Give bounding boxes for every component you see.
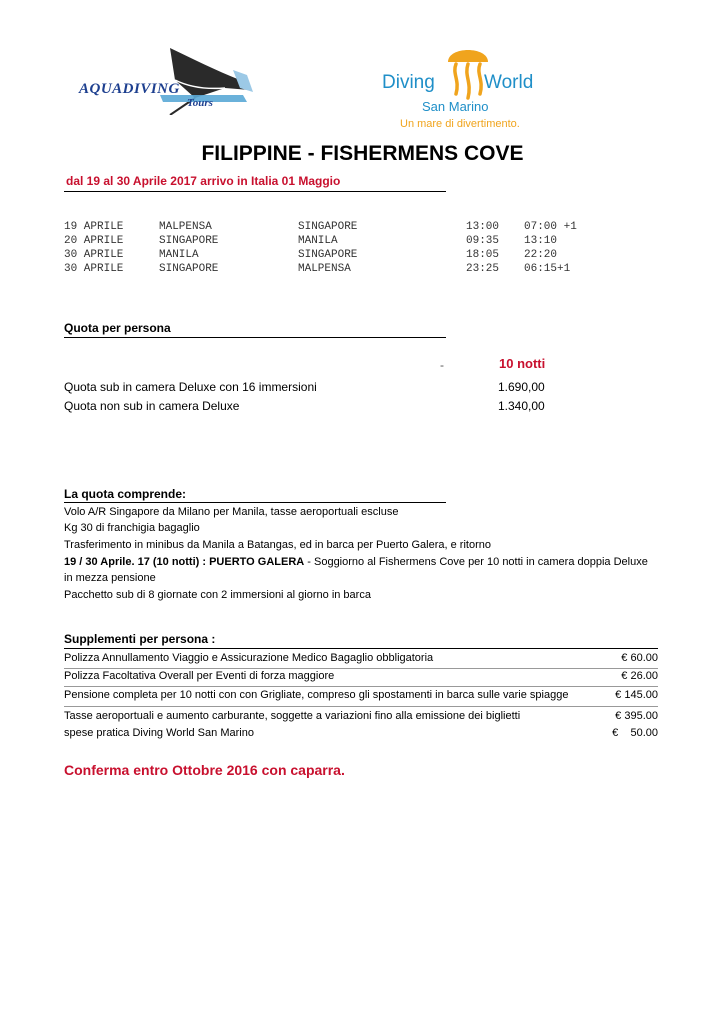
quota-dash: - xyxy=(440,358,444,372)
quota-row-label: Quota sub in camera Deluxe con 16 immersioni xyxy=(64,380,317,394)
supplemento-label: Tasse aeroportuali e aumento carburante, soggette a variazioni fino alla emissione dei biglietti xyxy=(64,710,521,722)
flight-date: 30 APRILE xyxy=(64,249,124,261)
san-marino-wordmark: San Marino xyxy=(422,99,489,114)
flight-to: SINGAPORE xyxy=(298,221,358,233)
flight-from: SINGAPORE xyxy=(159,235,219,247)
comprende-line: Kg 30 di franchigia bagaglio xyxy=(64,522,200,534)
supplementi-underline xyxy=(64,648,658,649)
flight-from: MALPENSA xyxy=(159,221,212,233)
quota-row-price: 1.340,00 xyxy=(498,399,545,413)
diving-world-logo xyxy=(380,40,555,135)
supplemento-divider xyxy=(64,686,658,687)
flight-row xyxy=(64,235,558,249)
flight-to: MALPENSA xyxy=(298,263,351,275)
supplemento-price: € 395.00 xyxy=(615,710,658,722)
page-title: FILIPPINE - FISHERMENS COVE xyxy=(201,142,524,165)
quota-row-price: 1.690,00 xyxy=(498,380,545,394)
comprende-line xyxy=(64,556,648,568)
flight-to: MANILA xyxy=(298,235,338,247)
supplemento-label: Polizza Annullamento Viaggio e Assicurazione Medico Bagaglio obbligatoria xyxy=(64,652,434,664)
supplemento-label: Polizza Facoltativa Overall per Eventi di forza maggiore xyxy=(64,670,335,682)
flight-to: SINGAPORE xyxy=(298,249,358,261)
supplemento-divider xyxy=(64,668,658,669)
logo-slogan: Un mare di divertimento. xyxy=(400,118,520,130)
flight-arrival: 06:15+1 xyxy=(524,263,571,275)
supplemento-price: € 50.00 xyxy=(612,727,658,739)
flight-from: SINGAPORE xyxy=(159,263,219,275)
quota-row-label: Quota non sub in camera Deluxe xyxy=(64,399,240,413)
aquadiving-tours-wordmark: Tours xyxy=(187,97,213,109)
flight-date: 20 APRILE xyxy=(64,235,124,247)
aquadiving-wordmark: AQUADIVING xyxy=(79,81,180,97)
flight-row xyxy=(64,263,571,277)
supplementi-heading: Supplementi per persona : xyxy=(64,632,216,646)
manta-ray-icon xyxy=(75,40,260,115)
supplemento-price: € 60.00 xyxy=(621,652,658,664)
puerto-galera-dates: 19 / 30 Aprile. 17 (10 notti) : PUERTO GALERA xyxy=(64,556,305,568)
comprende-line: Trasferimento in minibus da Manila a Batangas, ed in barca per Puerto Galera, e ritorno xyxy=(64,539,491,551)
trip-dates: dal 19 al 30 Aprile 2017 arrivo in Italia 01 Maggio xyxy=(66,174,341,188)
comprende-line: in mezza pensione xyxy=(64,572,156,584)
diving-wordmark: Diving xyxy=(382,72,435,93)
aquadiving-logo xyxy=(75,40,260,115)
comprende-line: Volo A/R Singapore da Milano per Manila, tasse aeroportuali escluse xyxy=(64,506,399,518)
flight-arrival: 13:10 xyxy=(524,235,558,247)
subtitle-underline xyxy=(64,191,446,192)
supplemento-price: € 26.00 xyxy=(621,670,658,682)
flight-row xyxy=(64,221,577,235)
flight-date: 19 APRILE xyxy=(64,221,124,233)
quota-column-label: 10 notti xyxy=(499,356,546,371)
conferma-notice: Conferma entro Ottobre 2016 con caparra. xyxy=(64,762,345,778)
supplemento-price: € 145.00 xyxy=(615,689,658,701)
quota-heading: Quota per persona xyxy=(64,321,171,335)
flight-date: 30 APRILE xyxy=(64,263,124,275)
flight-arrival: 22:20 xyxy=(524,249,558,261)
supplemento-label: spese pratica Diving World San Marino xyxy=(64,727,254,739)
supplemento-divider xyxy=(64,706,658,707)
flight-departure: 18:05 xyxy=(466,249,500,261)
flight-row xyxy=(64,249,558,263)
flight-from: MANILA xyxy=(159,249,199,261)
flight-departure: 09:35 xyxy=(466,235,500,247)
comprende-line: Pacchetto sub di 8 giornate con 2 immersioni al giorno in barca xyxy=(64,589,371,601)
comprende-underline xyxy=(64,502,446,503)
quota-underline xyxy=(64,337,446,338)
soggiorno-text: - Soggiorno al Fishermens Cove per 10 notti in camera doppia Deluxe xyxy=(304,556,648,568)
flight-arrival: 07:00 +1 xyxy=(524,221,577,233)
world-wordmark: World xyxy=(484,72,534,93)
flight-departure: 13:00 xyxy=(466,221,500,233)
flight-departure: 23:25 xyxy=(466,263,500,275)
supplemento-label: Pensione completa per 10 notti con con Grigliate, compreso gli spostamenti in barca sulle varie spiagge xyxy=(64,689,569,701)
comprende-heading: La quota comprende: xyxy=(64,487,187,501)
